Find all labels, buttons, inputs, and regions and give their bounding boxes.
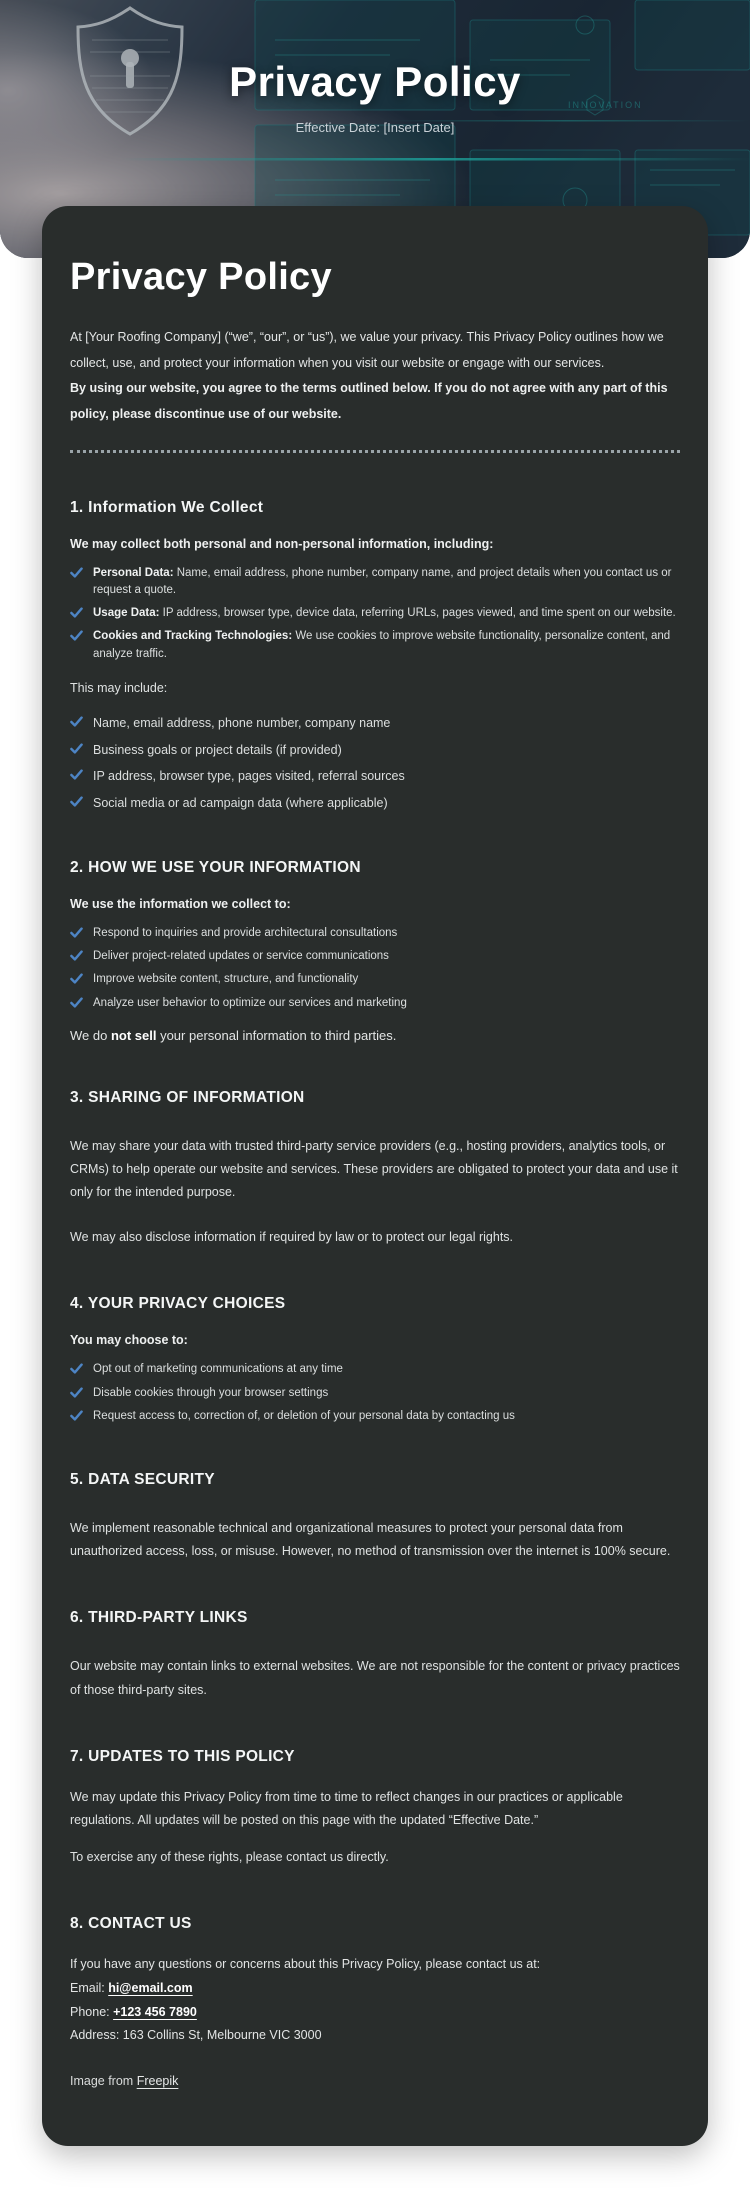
svg-text:INNOVATION: INNOVATION [568, 100, 643, 110]
check-icon [70, 996, 83, 1009]
section-how-we-use-information [70, 859, 680, 1043]
section-1-lead: We may collect both personal and non-personal information, including: [70, 536, 494, 551]
section-information-we-collect [70, 499, 680, 813]
list-item: Usage Data: IP address, browser type, device data, referring URLs, pages viewed, and time spent on our website. [70, 605, 680, 622]
list-item: Analyze user behavior to optimize our services and marketing [70, 995, 680, 1012]
check-icon [70, 742, 83, 755]
section-7-paragraph-1: We may update this Privacy Policy from time to time to reflect changes in our practices or applicable regulations. All updates will be posted on this page with the updated “Effective Date.” [70, 1789, 623, 1827]
contact-address-line: Address: 163 Collins St, Melbourne VIC 3000 [70, 2028, 322, 2043]
list-item: Cookies and Tracking Technologies: We use cookies to improve website functionality, personalize content, and analyze traffic. [70, 628, 680, 663]
section-4-lead: You may choose to: [70, 1333, 188, 1348]
contact-intro: If you have any questions or concerns about this Privacy Policy, please contact us at: [70, 1957, 541, 1971]
section-updates-to-policy [70, 1748, 680, 1869]
check-icon [70, 1409, 83, 1422]
intro-agreement-paragraph: By using our website, you agree to the terms outlined below. If you do not agree with any part of this policy, please discontinue use of our website. [70, 381, 668, 421]
image-credit: Image from Freepik [70, 2074, 179, 2088]
phone-link[interactable]: +123 456 7890 [113, 2004, 197, 2019]
list-item: Improve website content, structure, and functionality [70, 971, 680, 988]
contact-phone-line: Phone: +123 456 7890 [70, 2004, 197, 2019]
list-item: Respond to inquiries and provide architectural consultations [70, 925, 680, 942]
section-6-paragraph: Our website may contain links to external websites. We are not responsible for the content or privacy practices of those third-party sites. [70, 1659, 680, 1697]
check-icon [70, 795, 83, 808]
list-item: Opt out of marketing communications at any time [70, 1361, 680, 1378]
intro-paragraph: At [Your Roofing Company] (“we”, “our”, or “us”), we value your privacy. This Privacy Policy outlines how we collect, use, and protect your information when you visit our website or engage with our services. [70, 330, 664, 370]
check-icon [70, 566, 83, 579]
list-item: Request access to, correction of, or deletion of your personal data by contacting us [70, 1408, 680, 1425]
section-1-heading: 1. Information We Collect [70, 498, 264, 516]
section-sharing-of-information [70, 1089, 680, 1250]
section-7-paragraph-2: To exercise any of these rights, please contact us directly. [70, 1849, 389, 1864]
section-2-bullet-list [70, 925, 680, 1012]
check-icon [70, 1362, 83, 1375]
section-4-heading: 4. YOUR PRIVACY CHOICES [70, 1295, 286, 1313]
section-2-lead: We use the information we collect to: [70, 896, 291, 911]
section-your-privacy-choices [70, 1295, 680, 1425]
section-1-bullet-list [70, 565, 680, 663]
check-icon [70, 629, 83, 642]
email-link[interactable]: hi@email.com [108, 1980, 193, 1995]
section-7-heading: 7. UPDATES TO THIS POLICY [70, 1747, 295, 1765]
section-2-heading: 2. HOW WE USE YOUR INFORMATION [70, 858, 361, 876]
check-icon [70, 949, 83, 962]
list-item: Deliver project-related updates or service communications [70, 948, 680, 965]
section-1-include-list [70, 714, 680, 813]
no-sell-note: We do not sell your personal information to third parties. [70, 1027, 397, 1043]
section-1-sublead: This may include: [70, 680, 168, 695]
dotted-divider [70, 450, 680, 453]
section-8-heading: 8. CONTACT US [70, 1915, 192, 1932]
section-contact-us [70, 1915, 680, 2088]
section-3-heading: 3. SHARING OF INFORMATION [70, 1088, 305, 1106]
list-item: Social media or ad campaign data (where applicable) [70, 794, 680, 813]
policy-card [42, 206, 708, 2146]
list-item: IP address, browser type, pages visited, referral sources [70, 767, 680, 786]
section-data-security [70, 1471, 680, 1563]
list-item: Business goals or project details (if provided) [70, 741, 680, 760]
check-icon [70, 715, 83, 728]
section-5-heading: 5. DATA SECURITY [70, 1471, 215, 1489]
check-icon [70, 768, 83, 781]
freepik-link[interactable]: Freepik [136, 2074, 179, 2088]
list-item: Disable cookies through your browser settings [70, 1385, 680, 1402]
hero-title: Privacy Policy [229, 58, 521, 105]
list-item: Personal Data: Name, email address, phone number, company name, and project details when you contact us or request a quote. [70, 565, 680, 600]
page-title: Privacy Policy [70, 256, 332, 298]
section-3-paragraph-1: We may share your data with trusted third-party service providers (e.g., hosting providers, analytics tools, or CRMs) to help operate our website and services. These providers are obligated to protect your data and use it only for the intended purpose. [70, 1138, 678, 1200]
section-6-heading: 6. THIRD-PARTY LINKS [70, 1609, 248, 1627]
hero-effective-date: Effective Date: [Insert Date] [295, 120, 455, 135]
list-item: Name, email address, phone number, company name [70, 714, 680, 733]
section-4-bullet-list [70, 1361, 680, 1425]
check-icon [70, 1386, 83, 1399]
contact-email-line: Email: hi@email.com [70, 1980, 193, 1995]
section-third-party-links [70, 1609, 680, 1701]
page-bottom-spacer [0, 2146, 750, 2191]
check-icon [70, 972, 83, 985]
section-3-paragraph-2: We may also disclose information if required by law or to protect our legal rights. [70, 1230, 514, 1245]
section-5-paragraph: We implement reasonable technical and organizational measures to protect your personal data from unauthorized access, loss, or misuse. However, no method of transmission over the internet is 100% secure. [70, 1521, 671, 1559]
check-icon [70, 926, 83, 939]
check-icon [70, 606, 83, 619]
